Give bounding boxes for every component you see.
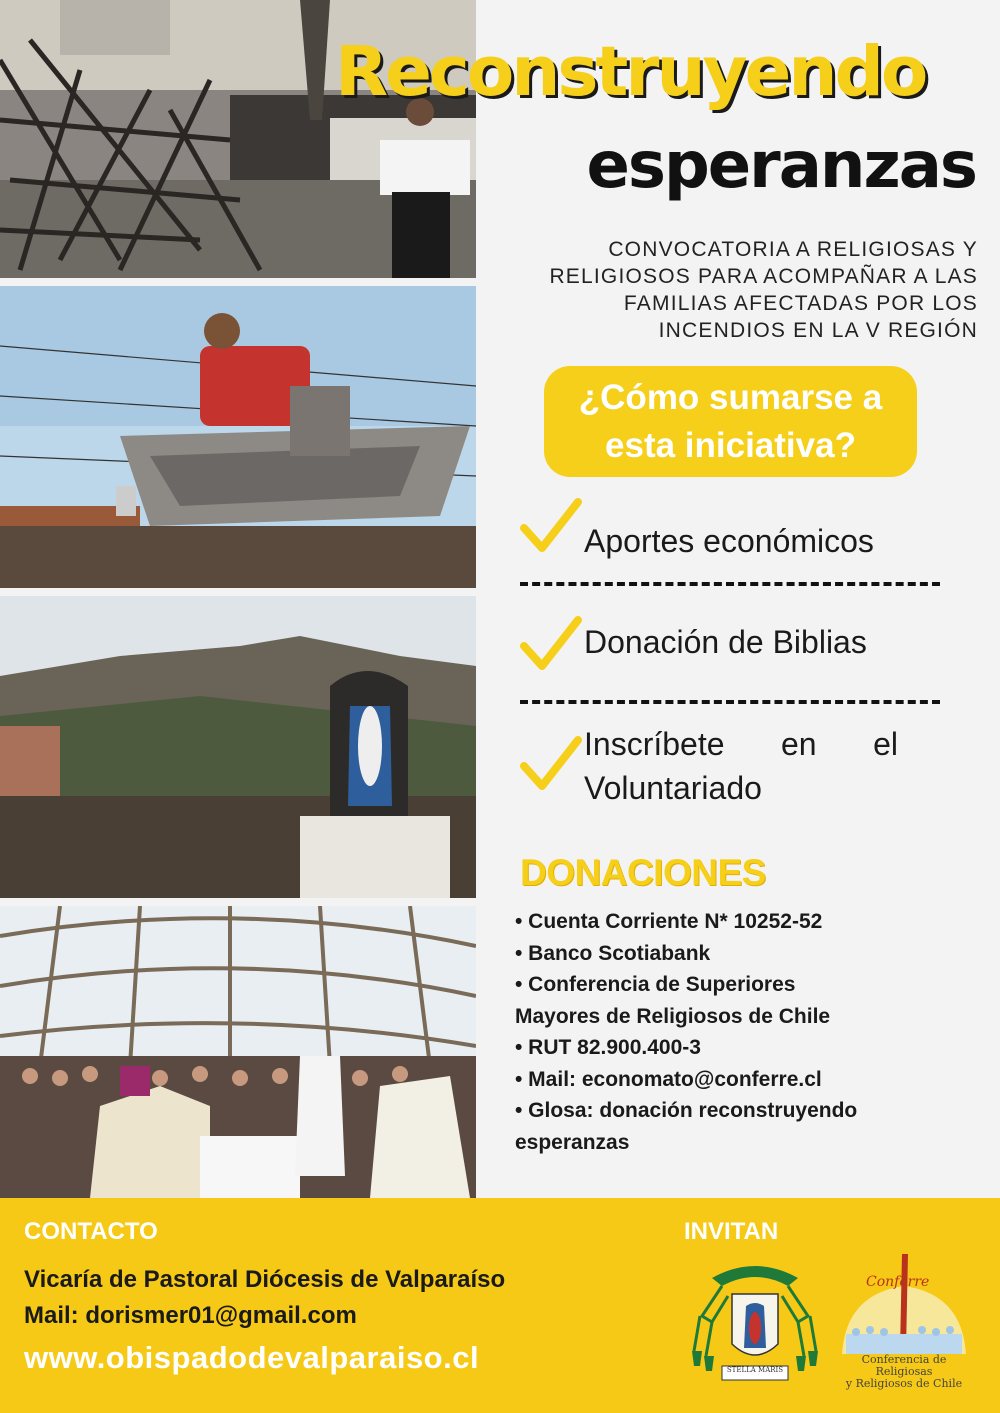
subtitle-line: FAMILIAS AFECTADAS POR LOS — [623, 292, 978, 315]
donation-line: • Glosa: donación reconstruyendo — [515, 1099, 858, 1122]
donation-line: esperanzas — [515, 1130, 630, 1154]
conferre-caption — [836, 1354, 972, 1390]
divider — [520, 582, 940, 586]
photo-virgin-grotto — [0, 596, 476, 898]
title-line-1: Reconstruyendo — [335, 32, 926, 112]
option-aportes — [520, 498, 940, 568]
title-line-2: esperanzas — [586, 129, 976, 203]
how-line-1: ¿Cómo sumarse a — [578, 377, 883, 417]
subtitle-line: CONVOCATORIA A RELIGIOSAS Y — [608, 238, 978, 261]
donation-line: Mayores de Religiosos de Chile — [515, 1004, 831, 1028]
conferre-caption-line: Conferencia de Religiosas — [861, 1353, 947, 1378]
checkmark-icon — [520, 498, 582, 556]
contact-title: CONTACTO — [24, 1218, 158, 1245]
subtitle-line: RELIGIOSOS PARA ACOMPAÑAR A LAS — [549, 265, 978, 288]
donation-line: • RUT 82.900.400-3 — [515, 1036, 701, 1059]
donation-line: • Conferencia de Superiores — [515, 973, 796, 996]
donation-line: • Cuenta Corriente N* 10252-52 — [515, 910, 823, 933]
option-label: Inscríbete en el — [584, 726, 898, 762]
option-voluntariado — [520, 722, 940, 812]
donation-line: • Mail: economato@conferre.cl — [515, 1067, 822, 1091]
subtitle-line: INCENDIOS EN LA V REGIÓN — [658, 319, 978, 342]
contact-org: Vicaría de Pastoral Diócesis de Valparaíso — [24, 1266, 506, 1293]
photo-outdoor-mass — [0, 906, 476, 1198]
footer — [0, 1198, 1000, 1413]
option-label: Donación de Biblias — [584, 624, 867, 660]
conferre-logo-name: Conferre — [866, 1274, 930, 1290]
option-label: Voluntariado — [584, 770, 762, 806]
donations-list — [515, 906, 935, 1158]
how-line-2: esta iniciativa? — [605, 425, 856, 465]
photo-roof-repair — [0, 286, 476, 588]
divider — [520, 700, 940, 704]
invitan-title: INVITAN — [684, 1218, 779, 1245]
checkmark-icon — [520, 736, 582, 794]
website-link[interactable]: www.obispadodevalparaiso.cl — [24, 1340, 480, 1375]
checkmark-icon — [520, 616, 582, 674]
option-label: Aportes económicos — [584, 523, 874, 559]
option-biblias — [520, 614, 940, 684]
donation-line: • Banco Scotiabank — [515, 941, 711, 965]
subtitle — [508, 236, 978, 344]
conferre-caption-line: y Religiosos de Chile — [845, 1377, 963, 1390]
donations-title: DONACIONES — [520, 852, 766, 893]
photo-column — [0, 0, 476, 1198]
how-to-join-banner — [544, 366, 917, 477]
logo-motto: STELLA MARIS — [726, 1366, 784, 1374]
contact-mail: Mail: dorismer01@gmail.com — [24, 1302, 357, 1329]
